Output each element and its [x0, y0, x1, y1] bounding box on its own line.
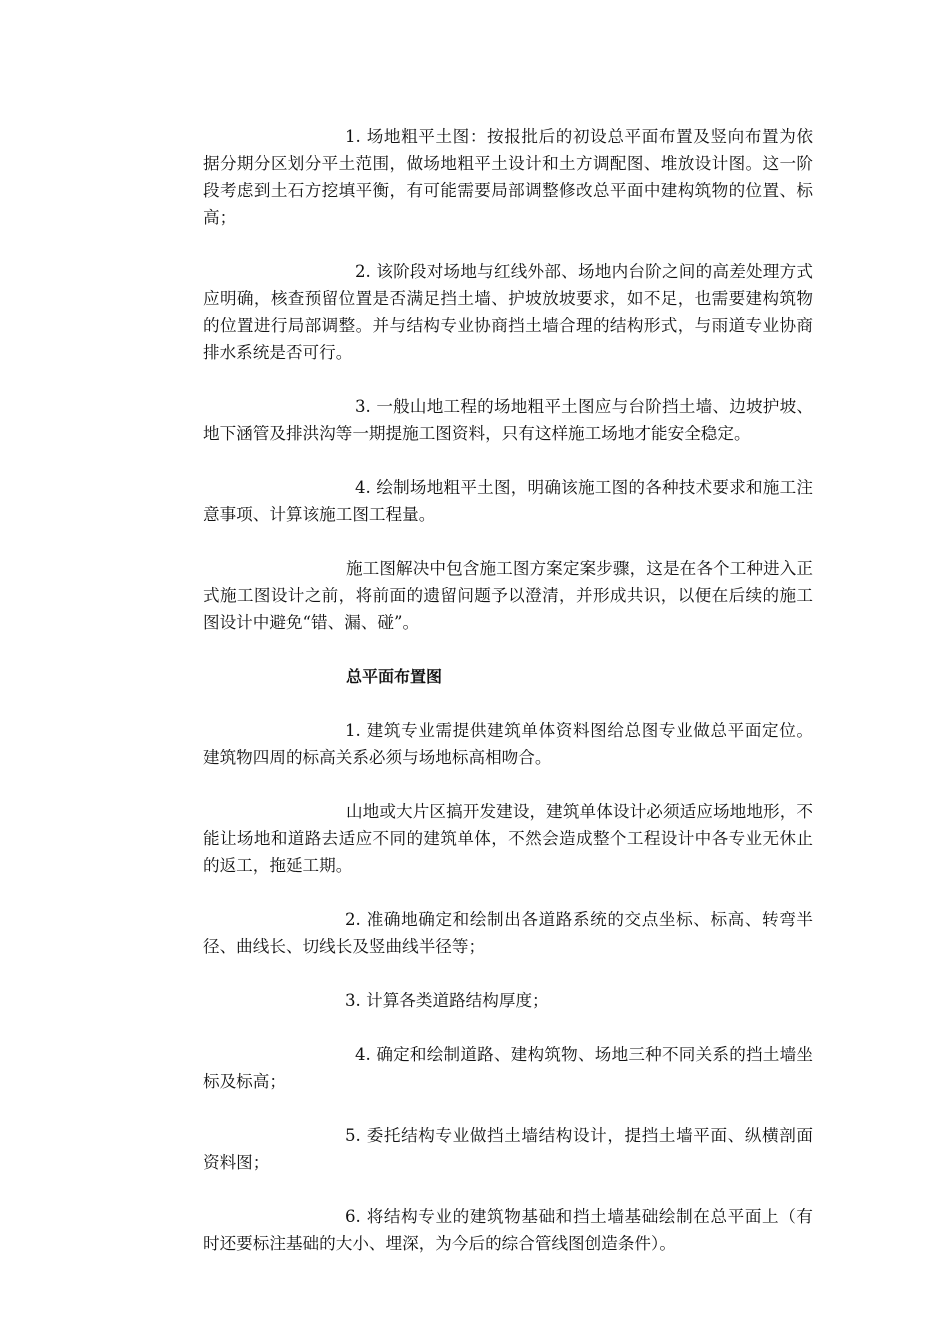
- paragraph-road-thickness: 3. 计算各类道路结构厚度；: [345, 991, 549, 1010]
- paragraph-mountain-project: 3. 一般山地工程的场地粗平土图应与台阶挡土墙、边坡护坡、地下涵管及排洪沟等一期提施工图资料，只有这样施工场地才能安全稳定。: [203, 397, 813, 443]
- paragraph-road-coordinates: 2. 准确地确定和绘制出各道路系统的交点坐标、标高、转弯半径、曲线长、切线长及竖曲线半径等；: [203, 910, 813, 956]
- paragraph-retaining-wall-design: 5. 委托结构专业做挡土墙结构设计，提挡土墙平面、纵横剖面资料图；: [203, 1126, 813, 1172]
- paragraph-foundation-drawing: 6. 将结构专业的建筑物基础和挡土墙基础绘制在总平面上（有时还要标注基础的大小、埋深，为今后的综合管线图创造条件）。: [203, 1207, 813, 1253]
- paragraph-construction-drawing-solution: 施工图解决中包含施工图方案定案步骤，这是在各个工种进入正式施工图设计之前，将前面的遗留问题予以澄清，并形成共识，以便在后续的施工图设计中避免“错、漏、碰”。: [203, 559, 813, 632]
- document-body: [203, 123, 813, 1284]
- paragraph-draw-rough-grading: 4. 绘制场地粗平土图，明确该施工图的各种技术要求和施工注意事项、计算该施工图工程量。: [203, 478, 813, 524]
- section-heading: 总平面布置图: [346, 667, 443, 686]
- paragraph-retaining-wall-coordinates: 4. 确定和绘制道路、建构筑物、场地三种不同关系的挡土墙坐标及标高；: [203, 1045, 813, 1091]
- paragraph-building-data: 1. 建筑专业需提供建筑单体资料图给总图专业做总平面定位。建筑物四周的标高关系必须与场地标高相吻合。: [203, 721, 813, 767]
- paragraph-mountain-development: 山地或大片区搞开发建设，建筑单体设计必须适应场地地形，不能让场地和道路去适应不同的建筑单体，不然会造成整个工程设计中各专业无休止的返工，拖延工期。: [203, 802, 813, 875]
- paragraph-height-difference: 2. 该阶段对场地与红线外部、场地内台阶之间的高差处理方式应明确，核查预留位置是否满足挡土墙、护坡放坡要求，如不足，也需要建构筑物的位置进行局部调整。并与结构专业协商挡土墙合理的结构形式，与雨道专业协商排水系统是否可行。: [203, 262, 813, 362]
- paragraph-site-rough-grading: 1. 场地粗平土图：按报批后的初设总平面布置及竖向布置为依据分期分区划分平土范围，做场地粗平土设计和土方调配图、堆放设计图。这一阶段考虑到土石方挖填平衡，有可能需要局部调整修改总平面中建构筑物的位置、标高；: [203, 127, 813, 227]
